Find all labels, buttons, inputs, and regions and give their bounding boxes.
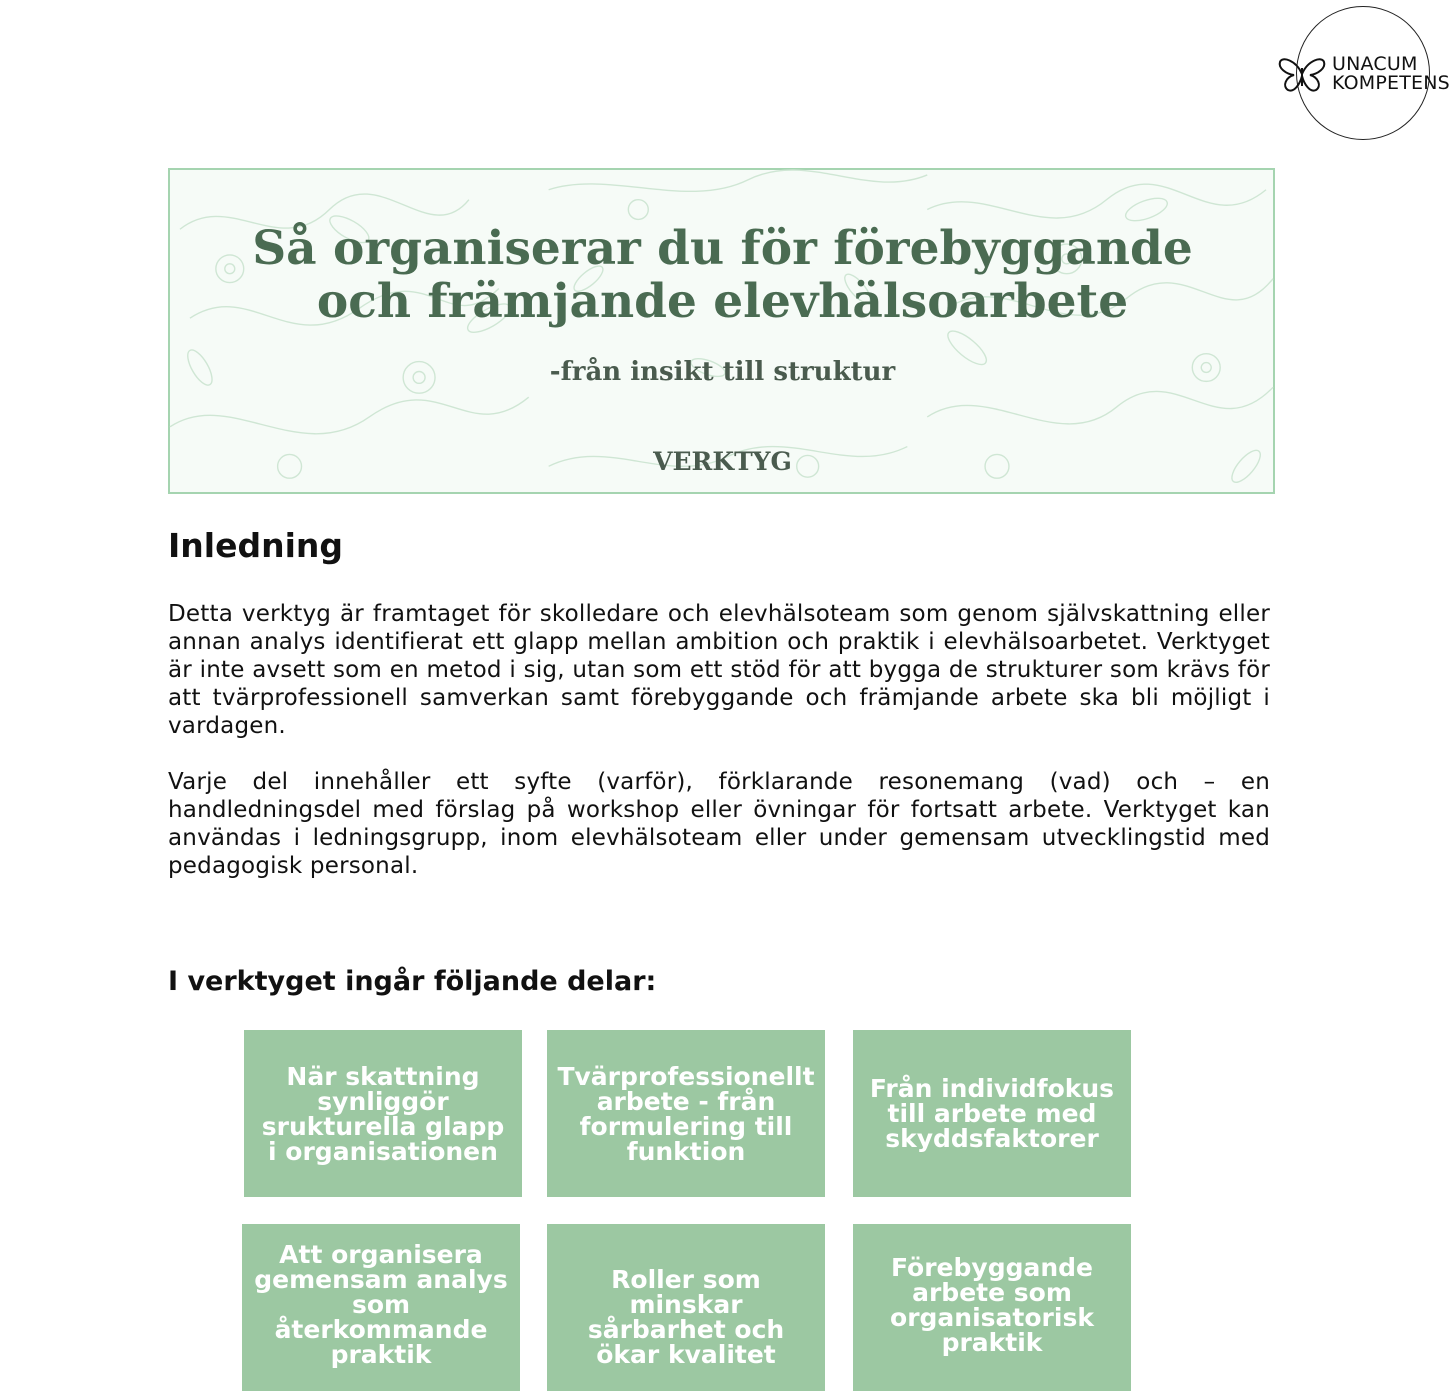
part-card[interactable] [853, 1224, 1131, 1391]
floral-pattern-background [170, 170, 1273, 492]
title-banner [168, 168, 1275, 494]
part-card[interactable] [547, 1224, 825, 1391]
logo-line-1: UNACUM [1332, 53, 1418, 75]
part-card[interactable] [244, 1030, 522, 1197]
part-card-label: Roller som minskar sårbarhet och ökar kvalitet [587, 1265, 785, 1369]
intro-paragraph-1: Detta verktyg är framtaget för skolledare och elevhälsoteam som genom självskattning eller annan analys identifierat ett glapp mellan ambition och praktik i elevhälsoarbetet. Verktyget är inte avsett som en metod i sig, utan som ett stöd för att bygga de strukturer som krävs för att tvärprofessionell samverkan samt förebyggande och främjande arbete ska bli möjligt i vardagen. [168, 601, 1270, 739]
banner-tag: VERKTYG [653, 447, 792, 476]
intro-heading: Inledning [168, 526, 344, 565]
banner-title-line-2: och främjande elevhälsoarbete [316, 274, 1129, 329]
parts-heading: I verktyget ingår följande delar: [168, 966, 657, 997]
part-card-label: Från individfokus till arbete med skyddsfaktorer [869, 1074, 1115, 1153]
butterfly-icon [1278, 54, 1326, 94]
intro-paragraph-2: Varje del innehåller ett syfte (varför), förklarande resonemang (vad) och – en handledningsdel med förslag på workshop eller övningar för fortsatt arbete. Verktyget kan användas i ledningsgrupp, inom elevhälsoteam eller under gemensam utvecklingstid med pedagogisk personal. [168, 769, 1270, 879]
part-card[interactable] [853, 1030, 1131, 1197]
part-card-label: Tvärprofessionellt arbete - från formulering till funktion [557, 1061, 815, 1166]
part-card-label: Förebyggande arbete som organisatorisk praktik [890, 1253, 1094, 1357]
logo-line-2: KOMPETENS [1332, 72, 1450, 94]
part-card-label: Att organisera gemensam analys som återkommande praktik [254, 1240, 508, 1369]
logo-wordmark [1332, 53, 1450, 94]
part-card[interactable] [242, 1224, 520, 1391]
banner-title [0, 222, 1445, 328]
banner-subtitle: -från insikt till struktur [549, 357, 896, 387]
banner-title-line-1: Så organiserar du för förebyggande [252, 221, 1193, 276]
part-card-label: När skattning synliggör srukturella glapp i organisationen [261, 1061, 505, 1166]
part-card[interactable] [547, 1030, 825, 1197]
